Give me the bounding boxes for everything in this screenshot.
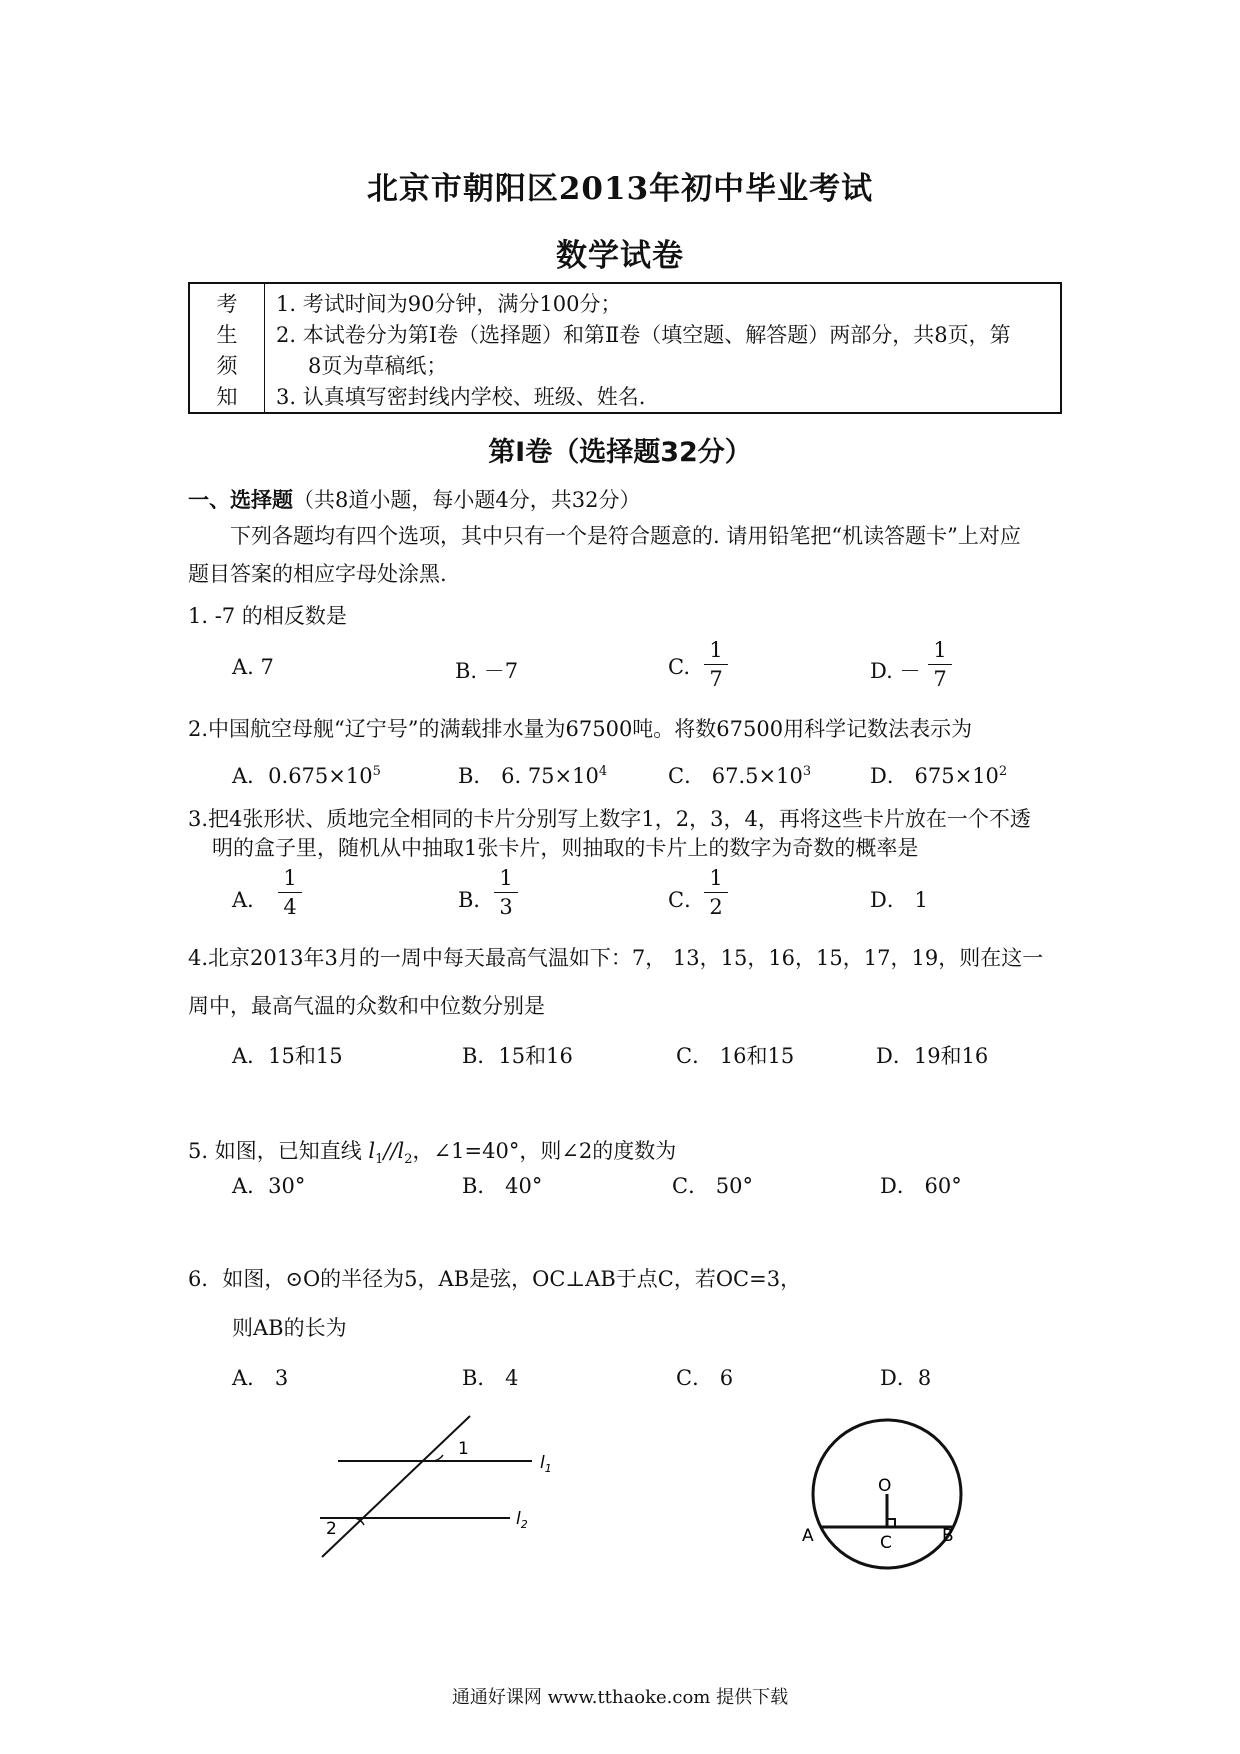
option-exponent: 3 — [802, 764, 812, 779]
notice-line: 8页为草稿纸； — [308, 354, 448, 378]
section-title: 第Ⅰ卷（选择题32分） — [488, 437, 752, 468]
parallel-lines-figure — [300, 1410, 580, 1570]
q2-option-d — [870, 760, 1007, 790]
notice-line: 3. 认真填写密封线内学校、班级、姓名. — [276, 385, 646, 409]
question-5-stem — [188, 1135, 676, 1167]
notice-label-char: 须 — [216, 354, 238, 378]
question-6-stem: 6．如图，⊙O的半径为5，AB是弦，OC⊥AB于点C，若OC=3， — [188, 1267, 802, 1291]
line-subscript: 1 — [375, 1152, 384, 1168]
notice-label — [190, 284, 265, 412]
question-4-stem: 4.北京2013年3月的一周中每天最高气温如下：7， 13，15，16，15，17，19，则在这一 — [188, 946, 1044, 970]
fraction-denominator: 2 — [709, 895, 723, 919]
fraction-numerator: 1 — [499, 866, 513, 890]
q6-option-a: A． 3 — [232, 1366, 289, 1390]
fraction-numerator: 1 — [283, 866, 297, 890]
point-o-label: O — [878, 1476, 892, 1496]
l2-letter: l — [516, 1509, 521, 1529]
instruction-line: 题目答案的相应字母处涂黑. — [188, 562, 447, 586]
question-3-stem: 3.把4张形状、质地完全相同的卡片分别写上数字1，2，3，4，再将这些卡片放在一个不透 — [188, 807, 1031, 831]
fraction-denominator: 7 — [709, 667, 723, 691]
q5-option-b: B． 40° — [462, 1174, 543, 1198]
q1-option-d-prefix: D. － — [870, 659, 921, 683]
stem-text: ，∠1=40°，则∠2的度数为 — [412, 1139, 677, 1163]
question-1-stem: 1. -7 的相反数是 — [188, 604, 347, 628]
point-b-label: B — [942, 1526, 954, 1546]
question-6-stem: 则AB的长为 — [232, 1316, 347, 1340]
q5-option-c: C． 50° — [672, 1174, 753, 1198]
fraction-numerator: 1 — [933, 638, 947, 662]
q4-option-c: C． 16和15 — [676, 1044, 795, 1068]
stem-text: 5. 如图，已知直线 — [188, 1139, 369, 1163]
q3-option-b-fraction — [494, 866, 518, 919]
l1-label — [540, 1453, 552, 1475]
option-base: A．0.675×10 — [232, 764, 373, 788]
fraction-bar — [494, 892, 518, 893]
q3-option-d: D． 1 — [870, 888, 928, 912]
notice-box — [188, 282, 1062, 414]
instruction-line: 下列各题均有四个选项，其中只有一个是符合题意的. 请用铅笔把“机读答题卡”上对应 — [230, 524, 1021, 548]
fraction-bar — [704, 892, 728, 893]
q1-option-c-fraction — [704, 638, 728, 691]
circle-figure — [800, 1410, 980, 1585]
option-exponent: 5 — [372, 764, 381, 779]
footer-text: 通通好课网 www.tthaoke.com 提供下载 — [451, 1687, 789, 1708]
q2-option-b — [458, 760, 607, 790]
q2-option-a — [232, 760, 381, 790]
parallel-symbol: // — [383, 1139, 398, 1163]
l1-subscript: 1 — [544, 1462, 552, 1475]
q3-option-a-prefix: A． — [232, 888, 269, 912]
q6-option-d: D．8 — [880, 1366, 932, 1390]
q1-option-a: A. 7 — [232, 655, 274, 679]
q4-option-b: B．15和16 — [462, 1044, 573, 1068]
q2-option-c — [668, 760, 811, 790]
option-exponent: 2 — [998, 764, 1008, 779]
q3-option-a-fraction — [278, 866, 302, 919]
q6-option-b: B． 4 — [462, 1366, 519, 1390]
question-2-stem: 2.中国航空母舰“辽宁号”的满载排水量为67500吨。将数67500用科学记数法表示为 — [188, 717, 973, 741]
q4-option-a: A．15和15 — [232, 1044, 343, 1068]
l2-label — [516, 1509, 528, 1531]
q6-option-c: C． 6 — [676, 1366, 734, 1390]
part-heading — [188, 484, 640, 514]
line-symbol: l — [368, 1139, 376, 1163]
option-base: B． 6. 75×10 — [458, 764, 599, 788]
angle-2-label: 2 — [326, 1519, 337, 1539]
fraction-numerator: 1 — [709, 638, 723, 662]
notice-label-char: 生 — [216, 323, 238, 347]
notice-label-char: 知 — [216, 385, 238, 409]
exam-subtitle: 数学试卷 — [556, 238, 684, 274]
notice-label-char: 考 — [216, 292, 238, 316]
question-3-stem: 明的盒子里，随机从中抽取1张卡片，则抽取的卡片上的数字为奇数的概率是 — [212, 836, 919, 860]
q3-option-c-fraction — [704, 866, 728, 919]
q3-option-c-prefix: C． — [668, 888, 706, 912]
q1-option-d-fraction — [928, 638, 952, 691]
notice-line: 1. 考试时间为90分钟，满分100分； — [276, 292, 622, 316]
point-a-label: A — [802, 1526, 814, 1546]
part-note: （共8道小题，每小题4分，共32分） — [293, 488, 641, 512]
transversal-line — [322, 1416, 470, 1557]
line-subscript: 2 — [404, 1152, 413, 1168]
option-base: D． 675×10 — [870, 764, 999, 788]
l2-subscript: 2 — [520, 1518, 528, 1531]
fraction-numerator: 1 — [709, 866, 723, 890]
q4-option-d: D．19和16 — [876, 1044, 989, 1068]
fraction-bar — [704, 664, 728, 665]
line-symbol: l — [397, 1139, 405, 1163]
question-4-stem: 周中，最高气温的众数和中位数分别是 — [188, 994, 545, 1018]
fraction-bar — [928, 664, 952, 665]
q1-option-b: B. －7 — [455, 659, 519, 683]
q5-option-d: D． 60° — [880, 1174, 962, 1198]
fraction-denominator: 4 — [283, 895, 297, 919]
fraction-denominator: 7 — [933, 667, 947, 691]
q3-option-b-prefix: B． — [458, 888, 495, 912]
fraction-denominator: 3 — [499, 895, 513, 919]
option-base: C． 67.5×10 — [668, 764, 803, 788]
l1-letter: l — [540, 1453, 545, 1473]
angle-1-label: 1 — [458, 1439, 469, 1459]
exam-title: 北京市朝阳区2013年初中毕业考试 — [366, 171, 874, 207]
part-label: 一、选择题 — [188, 487, 293, 512]
q1-option-c-prefix: C. — [668, 655, 690, 679]
q5-option-a: A．30° — [232, 1174, 306, 1198]
fraction-bar — [278, 892, 302, 893]
point-c-label: C — [880, 1533, 892, 1553]
option-exponent: 4 — [598, 764, 608, 779]
notice-line: 2. 本试卷分为第Ⅰ卷（选择题）和第Ⅱ卷（填空题、解答题）两部分，共8页，第 — [276, 323, 1011, 347]
